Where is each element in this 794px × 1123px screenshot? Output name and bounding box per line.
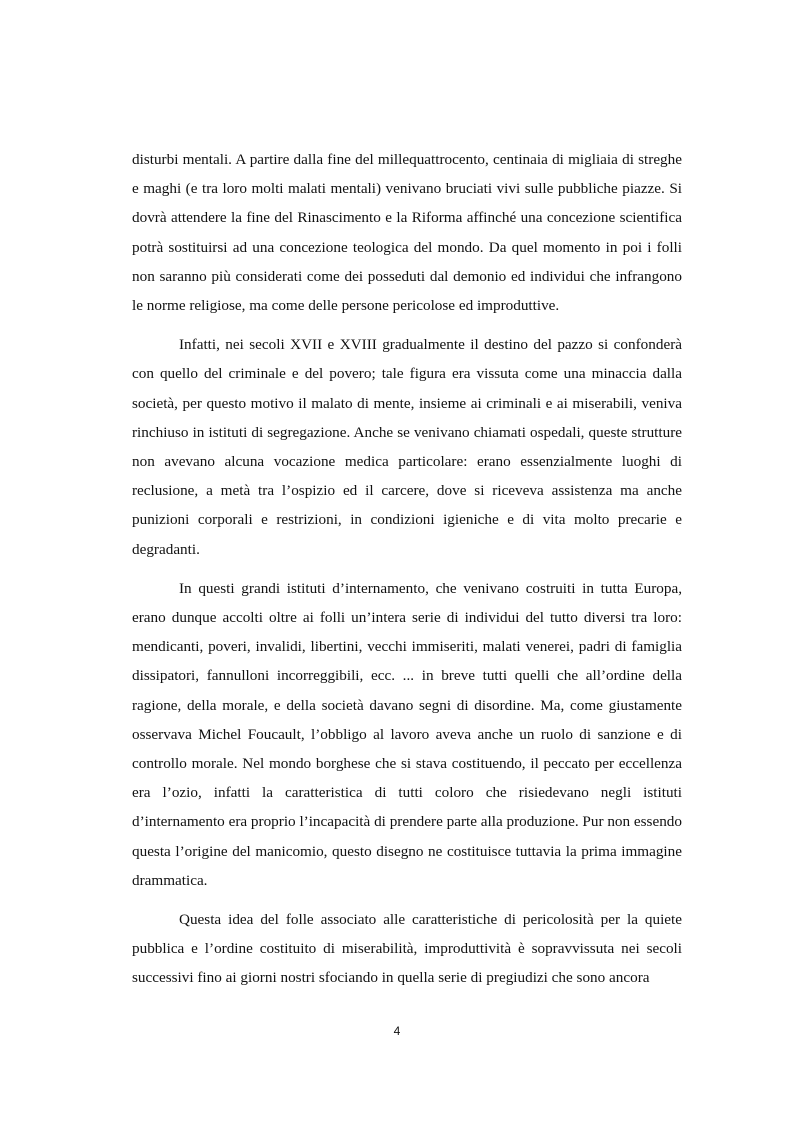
page-number: 4 <box>393 1024 401 1038</box>
paragraph-continuation: disturbi mentali. A partire dalla fine del millequattrocento, centinaia di migliaia di streghe e maghi (e tra loro molti malati mentali) venivano bruciati vivi sulle pubbliche piazze. Si dovrà attendere la fine del Rinascimento e la Riforma affinché una concezione scientifica potrà sostituirsi ad una concezione teologica del mondo. Da quel momento in poi i folli non saranno più considerati come dei posseduti dal demonio ed individui che infrangono le norme religiose, ma come delle persone pericolose ed improduttive. <box>132 151 682 315</box>
paragraph: In questi grandi istituti d’internamento, che venivano costruiti in tutta Europa, erano dunque accolti oltre ai folli un’intera serie di individui del tutto diversi tra loro: mendicanti, poveri, invalidi, libertini, vecchi immiseriti, malati venerei, padri di famiglia dissipatori, fannulloni incorreggibili, ecc. ... in breve tutti quelli che all’ordine della ragione, della morale, e della società davano segni di disordine. Ma, come giustamente osservava Michel Foucault, l’obbligo al lavoro aveva anche un ruolo di sanzione e di controllo morale. Nel mondo borghese che si stava costituendo, il peccato per eccellenza era l’ozio, infatti la caratteristica di tutti coloro che risiedevano negli istituti d’internamento era proprio l’incapacità di prendere parte alla produzione. Pur non essendo questa l’origine del manicomio, questo disegno ne costituisce tuttavia la prima immagine drammatica. <box>132 579 682 889</box>
body-text <box>132 145 682 993</box>
paragraph: Questa idea del folle associato alle caratteristiche di pericolosità per la quiete pubblica e l’ordine costituito di miserabilità, improduttività è sopravvissuta nei secoli successivi fino ai giorni nostri sfociando in quella serie di pregiudizi che sono ancora <box>132 911 682 987</box>
paragraph: Infatti, nei secoli XVII e XVIII gradualmente il destino del pazzo si confonderà con quello del criminale e del povero; tale figura era vissuta come una minaccia dalla società, per questo motivo il malato di mente, insieme ai criminali e ai miserabili, veniva rinchiuso in istituti di segregazione. Anche se venivano chiamati ospedali, queste strutture non avevano alcuna vocazione medica particolare: erano essenzialmente luoghi di reclusione, a metà tra l’ospizio ed il carcere, dove si riceveva assistenza ma anche punizioni corporali e restrizioni, in condizioni igieniche e di vita molto precarie e degradanti. <box>132 336 682 558</box>
